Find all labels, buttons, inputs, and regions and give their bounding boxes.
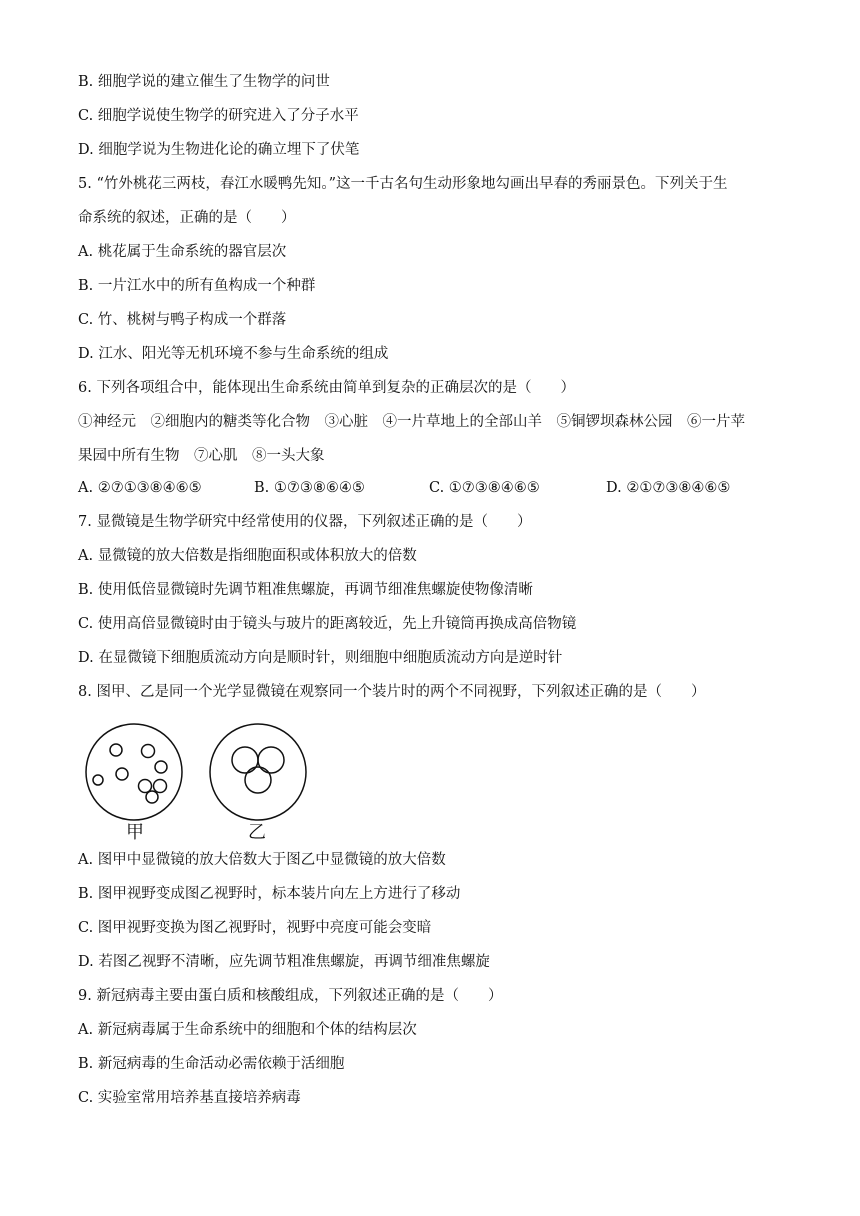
q7-option-b: B. 使用低倍显微镜时先调节粗准焦螺旋，再调节细准焦螺旋使物像清晰: [78, 582, 533, 598]
q6-items-line2: 果园中所有生物 ⑦心肌 ⑧一头大象: [78, 448, 325, 464]
q7-stem: 7. 显微镜是生物学研究中经常使用的仪器，下列叙述正确的是（ ）: [78, 514, 532, 530]
figure-label-yi: 乙: [248, 822, 266, 843]
q7-option-d: D. 在显微镜下细胞质流动方向是顺时针，则细胞中细胞质流动方向是逆时针: [78, 650, 563, 666]
q9-stem: 9. 新冠病毒主要由蛋白质和核酸组成，下列叙述正确的是（ ）: [78, 988, 503, 1004]
cell: [258, 747, 284, 773]
q5-option-a: A. 桃花属于生命系统的器官层次: [78, 244, 287, 260]
q7-option-c: C. 使用高倍显微镜时由于镜头与玻片的距离较近，先上升镜筒再换成高倍物镜: [78, 616, 577, 632]
cell: [245, 767, 271, 793]
q4-option-d: D. 细胞学说为生物进化论的确立埋下了伏笔: [78, 142, 360, 158]
q7-option-a: A. 显微镜的放大倍数是指细胞面积或体积放大的倍数: [78, 548, 417, 564]
q8-option-c: C. 图甲视野变换为图乙视野时，视野中亮度可能会变暗: [78, 920, 432, 936]
q9-option-b: B. 新冠病毒的生命活动必需依赖于活细胞: [78, 1056, 345, 1072]
q6-option-d: D. ②①⑦③⑧④⑥⑤: [606, 480, 731, 496]
cell: [232, 747, 258, 773]
cell: [155, 761, 167, 773]
q5-option-c: C. 竹、桃树与鸭子构成一个群落: [78, 312, 287, 328]
field-yi-circle: [210, 724, 306, 820]
q5-stem-line2: 命系统的叙述，正确的是（ ）: [78, 210, 296, 226]
cell: [139, 780, 152, 793]
q9-option-a: A. 新冠病毒属于生命系统中的细胞和个体的结构层次: [78, 1022, 417, 1038]
q6-option-a: A. ②⑦①③⑧④⑥⑤: [78, 480, 202, 496]
q5-stem-line1: 5. “竹外桃花三两枝，春江水暖鸭先知。”这一千古名句生动形象地勾画出早春的秀丽景色。下列关于生: [78, 176, 728, 192]
microscope-fields-figure: [78, 722, 318, 842]
cell: [146, 791, 158, 803]
q4-option-b: B. 细胞学说的建立催生了生物学的问世: [78, 74, 330, 90]
cell: [154, 780, 167, 793]
figure-label-jia: 甲: [126, 822, 144, 843]
q8-option-b: B. 图甲视野变成图乙视野时，标本装片向左上方进行了移动: [78, 886, 461, 902]
q5-option-b: B. 一片江水中的所有鱼构成一个种群: [78, 278, 316, 294]
cell: [142, 745, 155, 758]
q6-option-b: B. ①⑦③⑧⑥④⑤: [254, 480, 365, 496]
q6-option-c: C. ①⑦③⑧④⑥⑤: [429, 480, 540, 496]
cell: [116, 768, 128, 780]
q8-stem: 8. 图甲、乙是同一个光学显微镜在观察同一个装片时的两个不同视野，下列叙述正确的是（ ）: [78, 684, 706, 700]
q4-option-c: C. 细胞学说使生物学的研究进入了分子水平: [78, 108, 359, 124]
cell: [110, 744, 122, 756]
q9-option-c: C. 实验室常用培养基直接培养病毒: [78, 1090, 301, 1106]
field-jia-circle: [86, 724, 182, 820]
q6-items-line1: ①神经元 ②细胞内的糖类等化合物 ③心脏 ④一片草地上的全部山羊 ⑤铜锣坝森林公园 ⑥一片苹: [78, 414, 745, 430]
q8-option-a: A. 图甲中显微镜的放大倍数大于图乙中显微镜的放大倍数: [78, 852, 446, 868]
cell: [93, 775, 103, 785]
microscope-fields-svg: [78, 722, 318, 822]
q8-option-d: D. 若图乙视野不清晰，应先调节粗准焦螺旋，再调节细准焦螺旋: [78, 954, 490, 970]
q6-stem: 6. 下列各项组合中，能体现出生命系统由简单到复杂的正确层次的是（ ）: [78, 380, 575, 396]
q5-option-d: D. 江水、阳光等无机环境不参与生命系统的组成: [78, 346, 389, 362]
